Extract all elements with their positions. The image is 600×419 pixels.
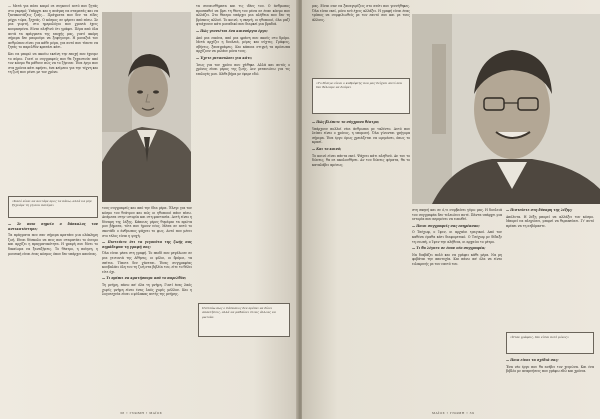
right-col3-body-1: Απόλυτα. Η λέξη μπορεί να αλλάξει τον κόσμο. Μπορεί να πληγώσει, μπορεί να θεραπεύσει. Γι' αυτό πρέπει να τη σεβόμαστε.	[506, 214, 594, 228]
portrait-man-smiling-illustration	[412, 14, 600, 204]
left-col1-top	[8, 4, 98, 194]
right-col3-question-1: — Πιστεύετε στη δύναμη της λέξης;	[506, 208, 573, 212]
left-col1-top-text: — Μετά για πόσο καιρό σε συγκινεί αυτό που ζητάς στο γκρεμό; Υπάρχει και η ανάγκη να σταματάς και να ξανακοιτάζεις ζωής... Πράγματα που δεν τα είδες μέχρι τώρα, ξεχνάς. Ο κόσμος σε φέρνει από πίσω. Σε μια γιορτή, στο ημερολόγιο που χρονιά έχεις κουρασμένα. Είναι αληθινό ότι γράφει. Πέρα από όλα αυτά τα πράγματα της εποχής μας, γιατί ακόμη σήμερα δεν μπορούμε να ξεφύγουμε. Η μοναξιά του ανθρώπου είναι για κάθε μέρα, για αυτό που τίποτε να ζητάς το παρελθόν κρατάει κάτι.	[8, 4, 98, 50]
portrait-man-illustration	[102, 12, 191, 202]
right-col2	[412, 208, 502, 413]
right-col1-question-1: — Πώς βλέπετε το σύγχρονο θέατρο;	[312, 120, 380, 124]
right-col2-body-1: Ο Τσέχωφ, ο Ίψεν, οι αρχαίοι τραγικοί. Από τον καθένα έμαθα κάτι διαφορετικό. Ο Τσέχωφ με δίδαξε τη σιωπή, ο Ίψεν την αλήθεια, οι αρχαίοι το μέτρο.	[412, 230, 502, 244]
right-col3-body-2: Ένα νέο έργο που θα ανέβει τον χειμώνα. Και ένα βιβλίο με αναμνήσεις που γράφω εδώ και χρόνια.	[506, 364, 594, 374]
right-col2-top-text: στη σκηνή και σε ό,τι συμβαίνει γύρω μας. Η δουλειά του συγγραφέα δεν τελειώνει ποτέ. Πάντα υπάρχει μια ιστορία που περιμένει να ειπωθεί.	[412, 208, 502, 222]
right-col3-top	[506, 208, 594, 328]
right-col1-question-2: — Και το κοινό;	[312, 146, 342, 151]
left-page-number: 38 • ΓΝΩΜΗ • ΜΑΪΟΣ	[120, 411, 163, 415]
right-page-number: ΜΑΪΟΣ • ΓΝΩΜΗ • 39	[432, 411, 475, 415]
portrait-photo-left	[102, 12, 191, 202]
left-col1-question: — Σε ποιο σημείο ο δάσκαλος τον αντικατέστησε;	[8, 222, 98, 231]
left-col3	[196, 4, 290, 299]
left-col3-body-2: Ίσως για τον χρόνο που χάθηκε. Αλλά και αυτός ο χρόνος είναι μέρος της ζωής. Δεν μετανιώνω για τις επιλογές μου. Κάθε βήμα με έφερε εδώ.	[196, 62, 290, 76]
left-col2	[102, 206, 192, 411]
right-col3-question-2: — Ποια είναι τα σχέδιά σας;	[506, 358, 559, 362]
right-col2-body-2: Να διαβάζει πολύ και να γράφει κάθε μέρα. Να μη φοβάται την αποτυχία. Και πάνω απ' όλα να είναι ειλικρινής με τον εαυτό του.	[412, 252, 502, 266]
left-col3-top-text: τα συναισθήματα και τις ιδέες του. Ο άνθρωπος προσπαθεί να βρει τη θέση του μέσα σε έναν κόσμο που αλλάζει. Στο θέατρο υπάρχει μια αλήθεια που δεν τη βρίσκεις αλλού. Το κοινό, η σκηνή, οι ηθοποιοί, όλα μαζί φτιάχνουν κάτι μοναδικό που διαρκεί μια βραδιά.	[196, 4, 290, 27]
left-page	[0, 0, 298, 419]
left-col1-bottom-text: Τα πράγματα που σαν σήμερα κρατάνε μια ολόκληρη ζωή. Είναι δύσκολο να πεις που σταματάει το όνειρο και αρχίζει η πραγματικότητα. Η γραφή σου δίνει το δικαίωμα να ξαναζήσεις. Το θέατρο, η ποίηση, η μουσική είναι ένας κόσμος όπου δεν υπάρχει κανόνας.	[8, 233, 98, 256]
left-col2-top-text: τους συγγραφείς και από την ίδια μέρα. Έλεγε για τον κόσμο του θεάτρου και πώς οι ηθοποιοί πάνε πίσω. Ανάμεσα στην ιστορία και στη φαντασία. Αυτή είναι η δύναμη της λέξης. Κάποιες μέρες θυμάμαι τα πρώτα μου βήματα, τότε που ήμουν νέος. Μέσα σε αυτό το σκοτάδι ο άνθρωπος ψάχνει το φως. Αυτό που μένει στο τέλος είναι η ψυχή.	[102, 206, 192, 238]
right-col3-bottom	[506, 358, 594, 410]
right-col2-question-2: — Τι θα λέγατε σε έναν νέο συγγραφέα;	[412, 246, 486, 251]
right-col1-bottom	[312, 120, 410, 410]
left-col2-body-1: Όλα είναι μέσα στη γραφή. Το παιδί που μεγάλωσε σε μια γειτονιά της Αθήνας, οι φίλοι, οι δρόμοι, τα σπίτια. Τίποτε δεν χάνεται. Ένας συγγραφέας κουβαλάει όλη του τη ζωή στα βιβλία του, είτε το θέλει είτε όχι.	[102, 251, 193, 274]
right-pull-quote-1	[312, 78, 410, 114]
left-col1-bottom	[8, 222, 98, 407]
right-col1-body-2: Το κοινό είναι πάντα εκεί. Ψάχνει κάτι αληθινό. Αν του το δώσεις, θα σε ακολουθήσει. Αν του δώσεις ψέματα, θα το καταλάβει αμέσως.	[312, 153, 410, 167]
left-pull-quote-1	[8, 196, 98, 218]
left-col3-question-2: — Έχετε μετανιώσει για κάτι;	[196, 55, 253, 60]
right-page	[302, 0, 600, 419]
right-col1-top-text: μας. Είναι σαν να ξαναγυρίζεις στο σπίτι που γεννήθηκες. Όλα είναι εκεί, μόνο εσύ έχεις αλλάξει. Η γραφή είναι ένας τρόπος να συμφιλιωθείς με τον εαυτό σου και με τους άλλους.	[312, 4, 410, 22]
portrait-photo-right	[412, 14, 600, 204]
left-pull-quote-1-text: «Καλό είναι να κοιτάμε προς τα πάνω, αλλά να μην ξεχνάμε τη γη που πατάμε»	[12, 199, 92, 208]
left-col3-body-1: Από μια εικόνα, από μια φράση που ακούς στο δρόμο. Μετά αρχίζει η δουλειά, μέρες και νύχτες. Γράφεις, σβήνεις, ξαναγράφεις. Και κάποια στιγμή τα πρόσωπα αρχίζουν να μιλάνε μόνα τους.	[196, 35, 290, 54]
left-col2-body-2: Τη μνήμη, πάνω απ' όλα τη μνήμη. Γιατί ένας λαός χωρίς μνήμη είναι ένας λαός χωρίς μέλλον. Και η λογοτεχνία είναι ο φύλακας αυτής της μνήμης.	[102, 282, 192, 297]
left-col1-mid-text: Και να μπορώ να ακούω εκείνη την εποχή που έχουμε το αύριο. Γιατί οι συγγραφείς που θα ξεχαστούν από τον κόσμο θα μάθουν πώς να το ζήσουν. Ένα έργο που στα χρόνια κάτι αφήνει, ένα κείμενο για την τέχνη και τη ζωή που μένει με τον χρόνο.	[8, 51, 98, 75]
left-pull-quote-2-text: Πιστεύω πως ο δάσκαλος δεν πρέπει να δίνει απαντήσεις, αλλά να μαθαίνει στους άλλους να ρωτούν.	[202, 306, 276, 319]
right-col1-body-1: Υπάρχουν πολλοί νέοι άνθρωποι με ταλέντο. Αυτό που λείπει είναι ο χρόνος, η υπομονή. Όλα γίνονται γρήγορα σήμερα. Ένα έργο όμως χρειάζεται να ωριμάσει, όπως το κρασί.	[312, 126, 410, 145]
right-col1-top	[312, 4, 410, 74]
right-pull-quote-2-text: «Όταν γράφεις, δεν είσαι ποτέ μόνος»	[510, 335, 569, 339]
left-pull-quote-2	[198, 303, 290, 337]
right-pull-quote-1-text: «Το θέατρο είναι ο καθρέφτης που μας δείχνει αυτό που δεν θέλουμε να δούμε»	[316, 81, 403, 90]
right-pull-quote-2	[506, 332, 594, 354]
left-col2-question-1: — Πιστεύετε ότι τα γεγονότα της ζωής σας σημάδεψαν τη γραφή σας;	[102, 240, 192, 249]
left-col3-question-1: — Πώς γεννιέται ένα καινούργιο έργο;	[196, 28, 268, 33]
left-col2-question-2: — Τι πρέπει να κρατήσουμε από το παρελθόν;	[102, 276, 187, 281]
right-col2-question-1: — Ποιοι συγγραφείς σας επηρέασαν;	[412, 223, 480, 228]
